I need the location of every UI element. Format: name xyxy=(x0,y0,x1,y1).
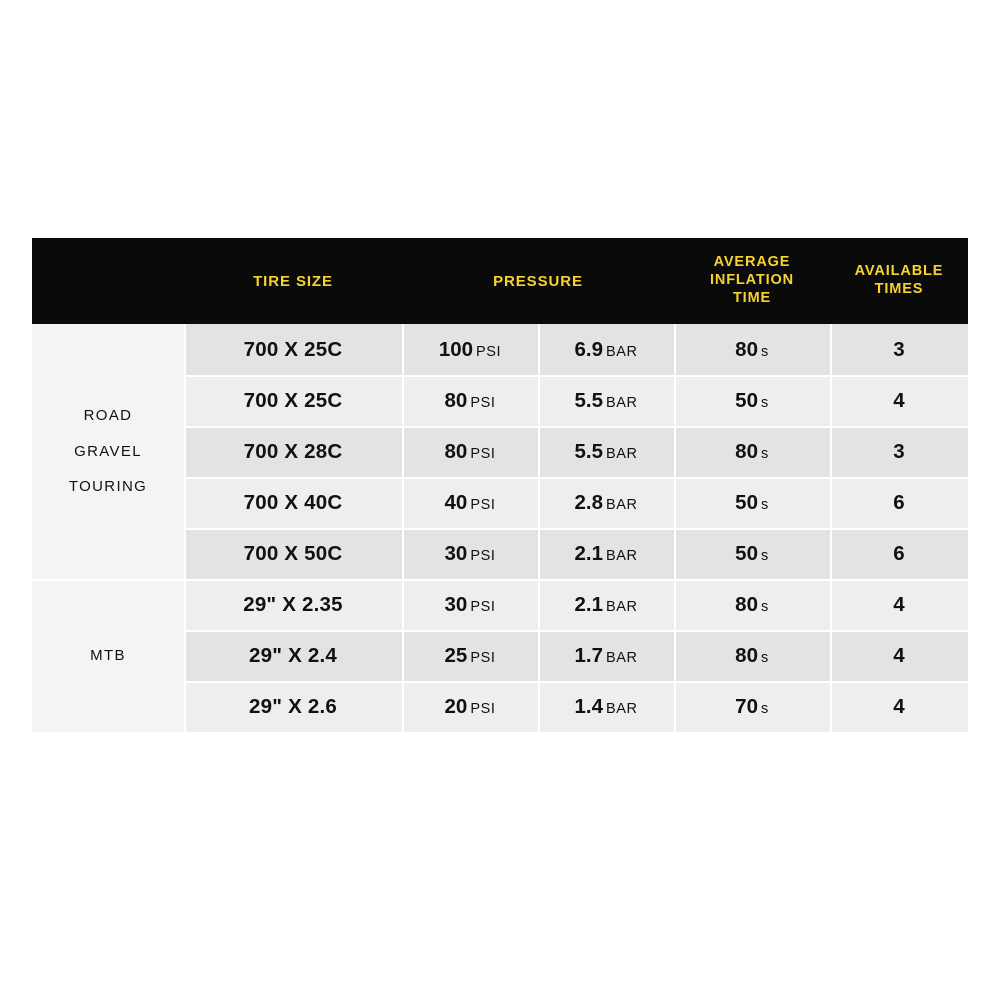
cell-available-times: 4 xyxy=(830,579,968,630)
psi-value: 80 xyxy=(444,439,468,463)
bar-value: 5.5 xyxy=(574,439,603,463)
bar-unit: BAR xyxy=(605,547,638,564)
psi-value: 25 xyxy=(444,643,468,667)
time-unit: s xyxy=(760,547,769,564)
time-value: 80 xyxy=(735,439,758,463)
psi-value: 30 xyxy=(444,592,468,616)
psi-value: 40 xyxy=(444,490,468,514)
time-value: 80 xyxy=(735,337,758,361)
cell-pressure-bar xyxy=(538,579,674,630)
cell-tire-size: 700 X 40C xyxy=(184,477,402,528)
cell-tire-size: 29" X 2.35 xyxy=(184,579,402,630)
psi-unit: PSI xyxy=(470,496,496,513)
cell-tire-size: 29" X 2.4 xyxy=(184,630,402,681)
cell-average-inflation-time xyxy=(674,528,830,579)
psi-unit: PSI xyxy=(470,598,496,615)
table-row xyxy=(32,324,968,375)
bar-value: 2.1 xyxy=(574,541,603,565)
category-label-line-1: MTB xyxy=(90,646,126,664)
bar-value: 6.9 xyxy=(574,337,603,361)
cell-average-inflation-time xyxy=(674,630,830,681)
category-label-line-3: TOURING xyxy=(68,478,148,496)
time-unit: s xyxy=(760,496,769,513)
cell-pressure-psi xyxy=(402,681,538,732)
cell-pressure-bar xyxy=(538,324,674,375)
bar-unit: BAR xyxy=(605,394,638,411)
time-unit: s xyxy=(760,700,769,717)
cell-average-inflation-time xyxy=(674,579,830,630)
psi-unit: PSI xyxy=(470,547,496,564)
bar-unit: BAR xyxy=(605,649,638,666)
cell-available-times: 3 xyxy=(830,324,968,375)
cell-pressure-bar xyxy=(538,630,674,681)
table-header-row xyxy=(32,238,968,324)
bar-unit: BAR xyxy=(605,343,638,360)
psi-value: 80 xyxy=(444,388,468,412)
time-value: 50 xyxy=(735,490,758,514)
bar-unit: BAR xyxy=(605,496,638,513)
avg-time-line-1: AVERAGE xyxy=(713,254,791,271)
time-unit: s xyxy=(760,598,769,615)
avg-time-line-3: TIME xyxy=(732,289,772,306)
time-value: 70 xyxy=(735,694,758,718)
category-cell-mtb xyxy=(32,579,184,732)
time-unit: s xyxy=(760,445,769,462)
category-label-line-2: GRAVEL xyxy=(74,442,142,460)
available-times-line-2: TIMES xyxy=(874,281,924,297)
psi-unit: PSI xyxy=(470,394,496,411)
cell-pressure-psi xyxy=(402,528,538,579)
cell-tire-size: 700 X 25C xyxy=(184,324,402,375)
psi-value: 30 xyxy=(444,541,468,565)
column-header-tire-size: TIRE SIZE xyxy=(184,238,402,324)
time-value: 50 xyxy=(735,541,758,565)
psi-value: 100 xyxy=(438,337,474,361)
time-unit: s xyxy=(760,343,769,360)
cell-pressure-bar xyxy=(538,681,674,732)
cell-pressure-psi xyxy=(402,375,538,426)
cell-pressure-psi xyxy=(402,630,538,681)
avg-time-line-2: INFLATION xyxy=(709,272,795,289)
cell-tire-size: 700 X 25C xyxy=(184,375,402,426)
column-header-pressure: PRESSURE xyxy=(402,238,674,324)
bar-unit: BAR xyxy=(605,598,638,615)
cell-pressure-bar xyxy=(538,528,674,579)
time-value: 80 xyxy=(735,592,758,616)
time-value: 50 xyxy=(735,388,758,412)
psi-unit: PSI xyxy=(470,445,496,462)
cell-tire-size: 700 X 50C xyxy=(184,528,402,579)
category-label-line-1: ROAD xyxy=(83,406,133,424)
column-header-category xyxy=(32,238,184,324)
psi-value: 20 xyxy=(444,694,468,718)
cell-tire-size: 29" X 2.6 xyxy=(184,681,402,732)
tire-pressure-table xyxy=(32,238,968,732)
table-body xyxy=(32,324,968,732)
cell-average-inflation-time xyxy=(674,324,830,375)
bar-value: 2.1 xyxy=(574,592,603,616)
bar-value: 5.5 xyxy=(574,388,603,412)
bar-unit: BAR xyxy=(605,445,638,462)
cell-pressure-bar xyxy=(538,477,674,528)
cell-pressure-psi xyxy=(402,579,538,630)
table-row xyxy=(32,579,968,630)
cell-available-times: 6 xyxy=(830,528,968,579)
column-header-available-times xyxy=(830,238,968,324)
cell-available-times: 4 xyxy=(830,375,968,426)
cell-pressure-bar xyxy=(538,426,674,477)
psi-unit: PSI xyxy=(470,700,496,717)
bar-value: 1.4 xyxy=(574,694,603,718)
bar-value: 2.8 xyxy=(574,490,603,514)
cell-average-inflation-time xyxy=(674,426,830,477)
time-unit: s xyxy=(760,394,769,411)
cell-available-times: 4 xyxy=(830,630,968,681)
cell-pressure-psi xyxy=(402,477,538,528)
cell-average-inflation-time xyxy=(674,375,830,426)
tire-pressure-table-container xyxy=(32,238,968,732)
bar-unit: BAR xyxy=(605,700,638,717)
bar-value: 1.7 xyxy=(574,643,603,667)
psi-unit: PSI xyxy=(470,649,496,666)
cell-pressure-bar xyxy=(538,375,674,426)
cell-available-times: 4 xyxy=(830,681,968,732)
cell-available-times: 6 xyxy=(830,477,968,528)
cell-available-times: 3 xyxy=(830,426,968,477)
available-times-line-1: AVAILABLE xyxy=(854,263,944,280)
column-header-average-inflation-time xyxy=(674,238,830,324)
cell-pressure-psi xyxy=(402,426,538,477)
category-cell-road-gravel-touring xyxy=(32,324,184,579)
cell-pressure-psi xyxy=(402,324,538,375)
time-unit: s xyxy=(760,649,769,666)
cell-tire-size: 700 X 28C xyxy=(184,426,402,477)
table-header xyxy=(32,238,968,324)
cell-average-inflation-time xyxy=(674,477,830,528)
psi-unit: PSI xyxy=(476,343,502,360)
time-value: 80 xyxy=(735,643,758,667)
cell-average-inflation-time xyxy=(674,681,830,732)
